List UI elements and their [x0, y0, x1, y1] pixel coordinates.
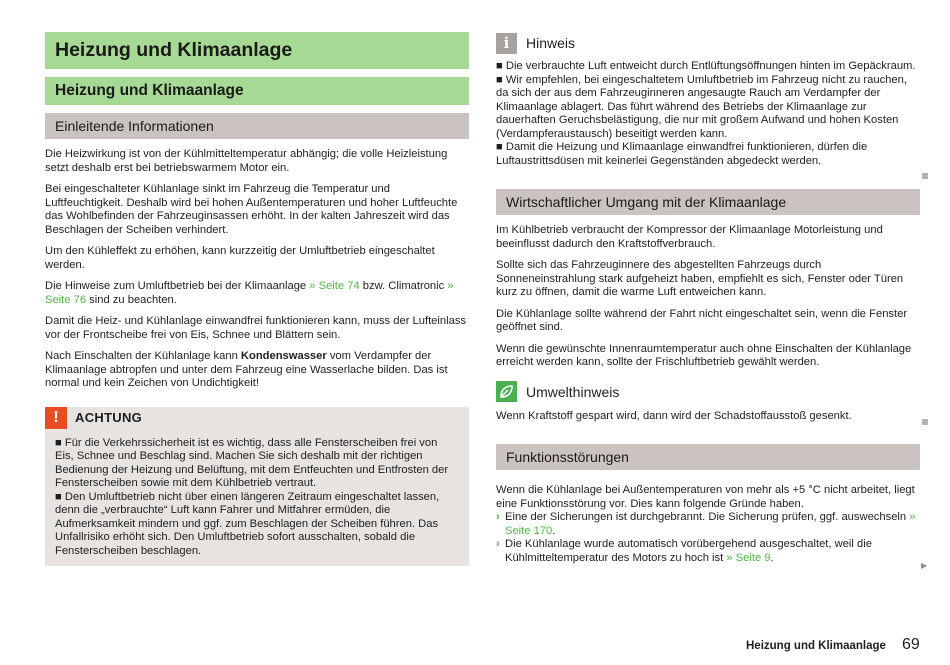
- fault-reason-1-body: Eine der Sicherungen ist durchgebrannt. Die Sicherung prüfen, ggf. auswechseln: [505, 511, 910, 523]
- p4-text-c: sind zu beachten.: [86, 293, 177, 306]
- page-number: 69: [902, 636, 920, 653]
- chevron-right-icon: ›: [496, 538, 500, 550]
- right-column: [496, 32, 920, 565]
- note-header: [496, 32, 920, 54]
- intro-paragraph-3: Um den Kühleffekt zu erhöhen, kann kurzzeitig der Umluftbetrieb eingeschaltet werden.: [45, 245, 435, 271]
- fault-reason-2: [496, 538, 920, 565]
- p6-text-a: Nach Einschalten der Kühlanlage kann: [45, 350, 241, 362]
- economy-paragraph-4: Wenn die gewünschte Innenraumtemperatur auch ohne Einschalten der Kühlanlage erreicht werden kann, sollte der Frischluftbetrieb gewählt werden.: [496, 342, 912, 368]
- faults-heading: Funktionsstörungen: [496, 444, 920, 470]
- warning-icon: !: [45, 407, 67, 429]
- note-item-1: ■ Die verbrauchte Luft entweicht durch Entlüftungsöffnungen hinten im Gepäckraum.: [496, 60, 916, 72]
- note-end-mark: [922, 173, 928, 179]
- p6-text-b: vom Verdampfer der Klimaanlage abtropfen und unter dem Fahrzeug eine Wasserlache bilden. Das ist normal und kein Zeichen von Undichtigkeit!: [45, 350, 448, 389]
- fault-reason-2-text: [505, 538, 920, 565]
- faults-intro: Wenn die Kühlanlage bei Außentemperaturen von mehr als +5 °C nicht arbeitet, liegt eine Funktionsstörung vor. Dies kann folgende Gründe haben.: [496, 484, 915, 510]
- economy-paragraph-2: Sollte sich das Fahrzeuginnere des abgestellten Fahrzeugs durch Sonneneinstrahlung stark aufgeheizt haben, empfiehlt es sich, Fenster oder Türen kurz zu öffnen, damit die warme Luft entweichen kann.: [496, 259, 904, 298]
- warning-header: [45, 407, 469, 429]
- continue-arrow-icon: ▶: [921, 561, 928, 570]
- fault-reason-2-period: .: [770, 551, 774, 564]
- economy-paragraph-3: Die Kühlanlage sollte während der Fahrt nicht eingeschaltet sein, wenn die Fenster geöffnet sind.: [496, 307, 908, 333]
- warning-title: ACHTUNG: [75, 410, 143, 425]
- p6-bold-term: Kondenswasser: [240, 350, 327, 362]
- environment-title: Umwelthinweis: [526, 383, 620, 400]
- info-icon: i: [496, 33, 517, 54]
- sub-heading: Heizung und Klimaanlage: [45, 77, 469, 105]
- footer-section-title: Heizung und Klimaanlage: [746, 640, 886, 652]
- left-column: [45, 32, 469, 566]
- warning-item-2: ■ Den Umluftbetrieb nicht über einen längeren Zeitraum eingeschaltet lassen, denn die „verbrauchte“ Luft kann Fahrer und Mitfahrer ermüden, die Aufmerksamkeit mindern und ggf. zum Beschlagen der Scheiben führen. Das Unfallrisiko erhöht sich. Den Umluftbetrieb sofort ausschalten, sobald die Fensterscheiben beschlagen.: [55, 490, 440, 557]
- fault-reason-1-text: [505, 511, 920, 538]
- environment-header: [496, 381, 920, 403]
- page-74-link[interactable]: » Seite 74: [309, 280, 360, 292]
- environment-text: Wenn Kraftstoff gespart wird, dann wird der Schadstoffausstoß gesenkt.: [496, 409, 852, 422]
- intro-paragraph-4: [45, 280, 469, 307]
- chevron-right-icon: ›: [496, 511, 500, 523]
- p4-text-a: Die Hinweise zum Umluftbetrieb bei der Klimaanlage: [45, 280, 310, 292]
- page-9-link[interactable]: » Seite 9: [726, 551, 771, 564]
- environment-end-mark: [922, 419, 928, 425]
- chapter-heading: Heizung und Klimaanlage: [45, 32, 469, 69]
- leaf-icon: [496, 381, 517, 402]
- note-title: Hinweis: [526, 35, 576, 51]
- page-170-link[interactable]: » Seite 170: [505, 511, 916, 537]
- fault-reason-1-period: .: [552, 524, 556, 537]
- intro-paragraph-1: Die Heizwirkung ist von der Kühlmitteltemperatur abhängig; die volle Heizleistung setzt deshalb erst bei betriebswarmem Motor ein.: [45, 148, 448, 174]
- p4-text-b: bzw. Climatronic: [359, 280, 448, 292]
- intro-paragraph-2: Bei eingeschalteter Kühlanlage sinkt im Fahrzeug die Temperatur und Luftfeuchtigkeit. Deshalb wird bei hohen Außentemperaturen und hoher Luftfeuchte das Wohlbefinden der Fahrzeuginsassen erhöht. In der kalten Jahreszeit wird das Beschlagen der Scheiben verhindert.: [45, 183, 458, 236]
- intro-paragraph-6: [45, 350, 469, 391]
- page-76-link[interactable]: » Seite 76: [45, 280, 454, 306]
- fault-reason-1: [496, 511, 920, 538]
- intro-paragraph-5: Damit die Heiz- und Kühlanlage einwandfrei funktionieren kann, muss der Lufteinlass vor der Frontscheibe frei von Eis, Schnee und Blättern sein.: [45, 315, 467, 341]
- economy-paragraph-1: Im Kühlbetrieb verbraucht der Kompressor der Klimaanlage Motorleistung und beeinflusst dadurch den Kraftstoffverbrauch.: [496, 224, 883, 250]
- warning-box: [45, 407, 469, 567]
- intro-heading: Einleitende Informationen: [45, 113, 469, 139]
- warning-item-1: ■ Für die Verkehrssicherheit ist es wichtig, dass alle Fensterscheiben frei von Eis, Schnee und Beschlag sind. Machen Sie sich deshalb mit der richtigen Bedienung der Heizung und Belüftung, mit dem Entfeuchten und Entfrosten der Fensterscheiben sowie mit dem Kühlbetrieb vertraut.: [55, 436, 449, 489]
- economy-heading: Wirtschaftlicher Umgang mit der Klimaanlage: [496, 189, 920, 215]
- note-item-2: ■ Wir empfehlen, bei eingeschaltetem Umluftbetrieb im Fahrzeug nicht zu rauchen, da sich der aus dem Fahrzeuginneren angesaugte Rauch am Verdampfer der Klimaanlage ablagert. Das führt während des Betriebs der Klimaanlage zur dauerhaften Geruchsbelästigung, die nur mit großem Aufwand und hohen Kosten (Verdampferaustausch) beseitigt werden kann.: [496, 73, 907, 140]
- fault-reason-2-body: Die Kühlanlage wurde automatisch vorübergehend ausgeschaltet, weil die Kühlmitteltemperatur des Motors zu hoch ist: [505, 538, 872, 564]
- note-item-3: ■ Damit die Heizung und Klimaanlage einwandfrei funktionieren, dürfen die Luftaustrittsdüsen mit keinerlei Gegenständen abgedeckt werden.: [496, 141, 868, 167]
